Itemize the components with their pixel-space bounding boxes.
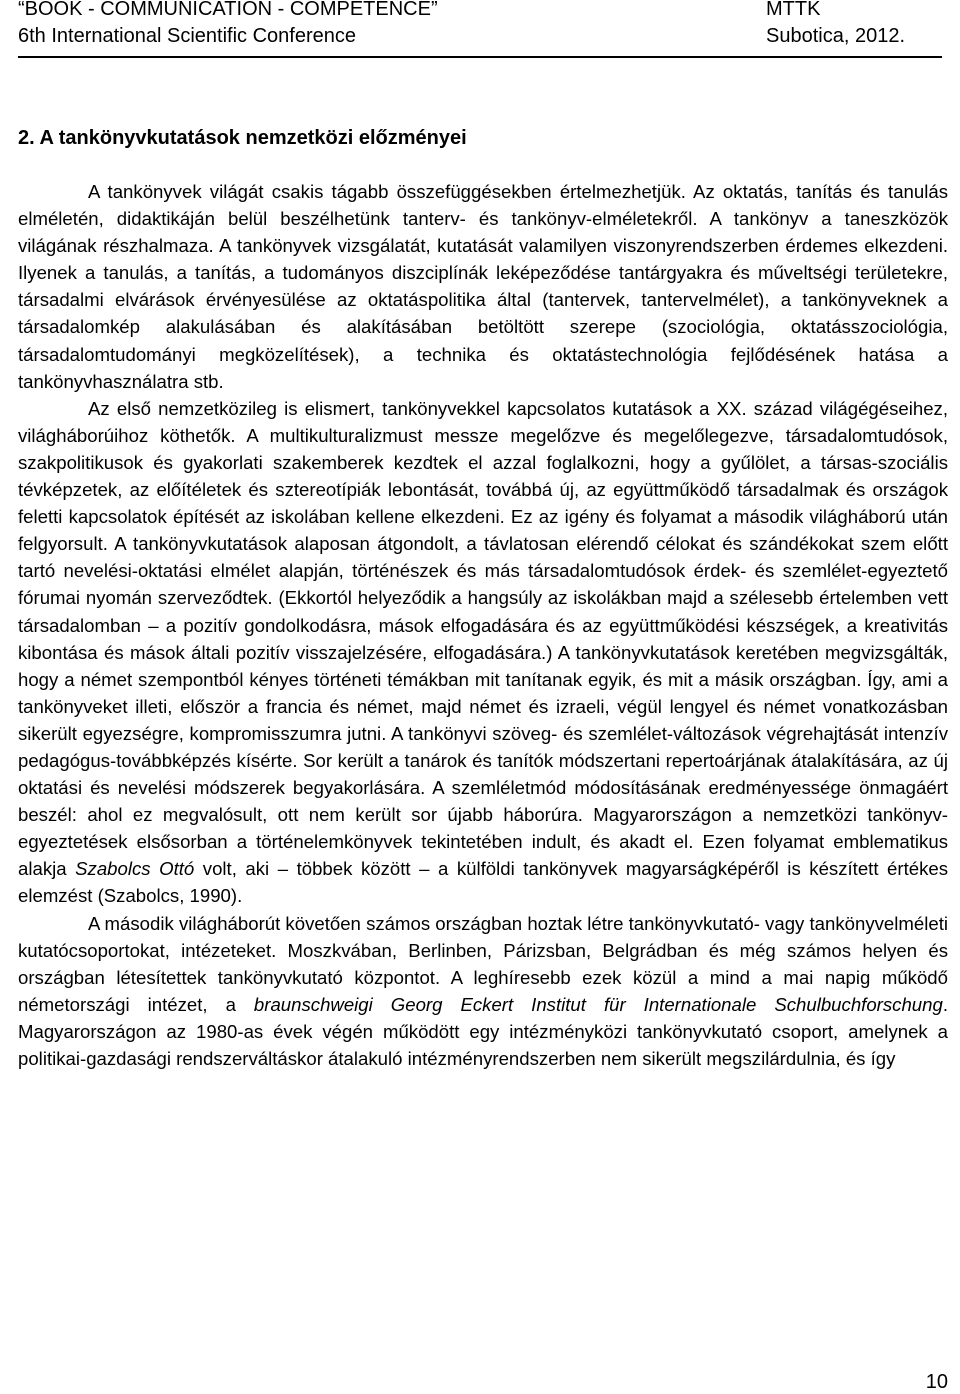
header-place-date: Subotica, 2012.	[766, 25, 905, 47]
header-publisher: MTTK	[766, 0, 821, 20]
paragraph-3-text-end: . Magyarországon az 1980-as évek végén működött egy intézményközi tankönyvkutató csoport, amelynek a politikai-gazdasági rendszerváltáskor átalakuló intézményrendszerben nem sikerült megszilárdulnia, és így	[18, 993, 948, 1069]
paragraph-3-text: A második világháborút követően számos országban hoztak létre tankönyvkutató- vagy tankönyvelméleti kutatócsoportokat, intézeteket. Moszkvában, Berlinben, Párizsban, Belgrádban és még számos helyen és országban létesítettek tankönyvkutató központot. A leghíresebb ezek közül a mind a mai napig működő németországi intézet, a	[18, 912, 948, 1015]
paragraph-1	[18, 178, 948, 395]
header-conference: 6th International Scientific Conference	[18, 25, 356, 47]
section-heading: 2. A tankönyvkutatások nemzetközi előzményei	[18, 127, 467, 149]
paragraph-2-text-end: volt, aki – többek között – a külföldi tankönyvek magyarságképéről is készített értékes elemzést (Szabolcs, 1990).	[18, 858, 949, 907]
paragraph-2	[18, 395, 948, 910]
page-number: 10	[925, 1371, 948, 1393]
body-text	[18, 178, 948, 1072]
header-divider	[18, 56, 942, 58]
paragraph-2-text: Az első nemzetközileg is elismert, tankönyvekkel kapcsolatos kutatások a XX. század világégéseihez, világháborúihoz köthetők. A multikulturalizmust messze megelőzve és megelőlegezve, társadalomtudósok, szakpolitikusok és gyakorlati szakemberek kezdtek el azzal foglalkozni, hogy a gyűlölet, a társas-szociális tévképzetek, az előítéletek és sztereotípiák lebontását, továbbá új, az együttműködő társadalmak és országok feletti kapcsolatok építését az iskolában kellene elkezdeni. Ez az igény és folyamat a második világháború után felgyorsult. A tankönyvkutatások alaposan átgondolt, a távlatosan elérendő célokat és szándékokat szem előtt tartó nevelési-oktatási elmélet alapján, történészek és más társadalomtudósok érdek- és szemlélet-egyeztető fórumai nyomán szerveződtek. (Ekkortól helyeződik a hangsúly az iskolákban majd a szélesebb értelemben vett társadalomban – a pozitív gondolkodásra, mások elfogadására és az együttműködési készségek, a kreativitás kibontása és mások általi pozitív visszajelzésére, elfogadására.) A tankönyvkutatások keretében megvizsgálták, hogy a német szempontból kényes történeti témákban mit tanítanak egyik, és mit a másik országban. Így, ami a tankönyveket illeti, először a francia és német, majd német és izraeli, végül lengyel és német vonatkozásban sikerült egyezségre, kompromisszumra jutni. A tankönyvi szöveg- és szemlélet-változások végrehajtását intenzív pedagógus-továbbképzés kísérte. Sor került a tanárok és tanítók módszertani repertoárjának átalakítására, az új oktatási és nevelési módszerek begyakorlására. A szemléletmód módosításának eredményessége önmagáért beszél: ahol ez megvalósult, ott nem került sor újabb háborúra. Magyarországon a nemzetközi tankönyv-egyeztetések elsősorban a történelemkönyvek tekintetében indult, és akadt el. Ezen folyamat emblematikus alakja	[18, 397, 948, 880]
paragraph-3-italic-institute: braunschweigi Georg Eckert Institut für Internationale Schulbuchforschung	[253, 993, 943, 1015]
paragraph-1-text: A tankönyvek világát csakis tágabb összefüggésekben értelmezhetjük. Az oktatás, tanítás és tanulás elméletén, didaktikáján belül beszélhetünk tanterv- és tankönyv-elméletekről. A tankönyv a taneszközök világának részhalmaza. A tankönyvek vizsgálatát, kutatását valamilyen viszonyrendszerben érdemes elkezdeni. Ilyenek a tanulás, a tanítás, a tudományos diszciplínák leképeződése tantárgyakra és műveltségi területekre, társadalmi elvárások érvényesülése az oktatáspolitika által (tantervek, tantervelmélet), a tankönyveknek a társadalomkép alakulásában és alakításában betöltött szerepe (szociológia, oktatásszociológia, társadalomtudományi megközelítések), a technika és oktatástechnológia fejlődésének hatása a tankönyvhasználatra stb.	[18, 181, 948, 392]
paragraph-2-italic-name: Szabolcs Ottó	[75, 858, 195, 880]
header-book-title: “BOOK - COMMUNICATION - COMPETENCE”	[18, 0, 438, 20]
paragraph-3	[18, 910, 948, 1073]
